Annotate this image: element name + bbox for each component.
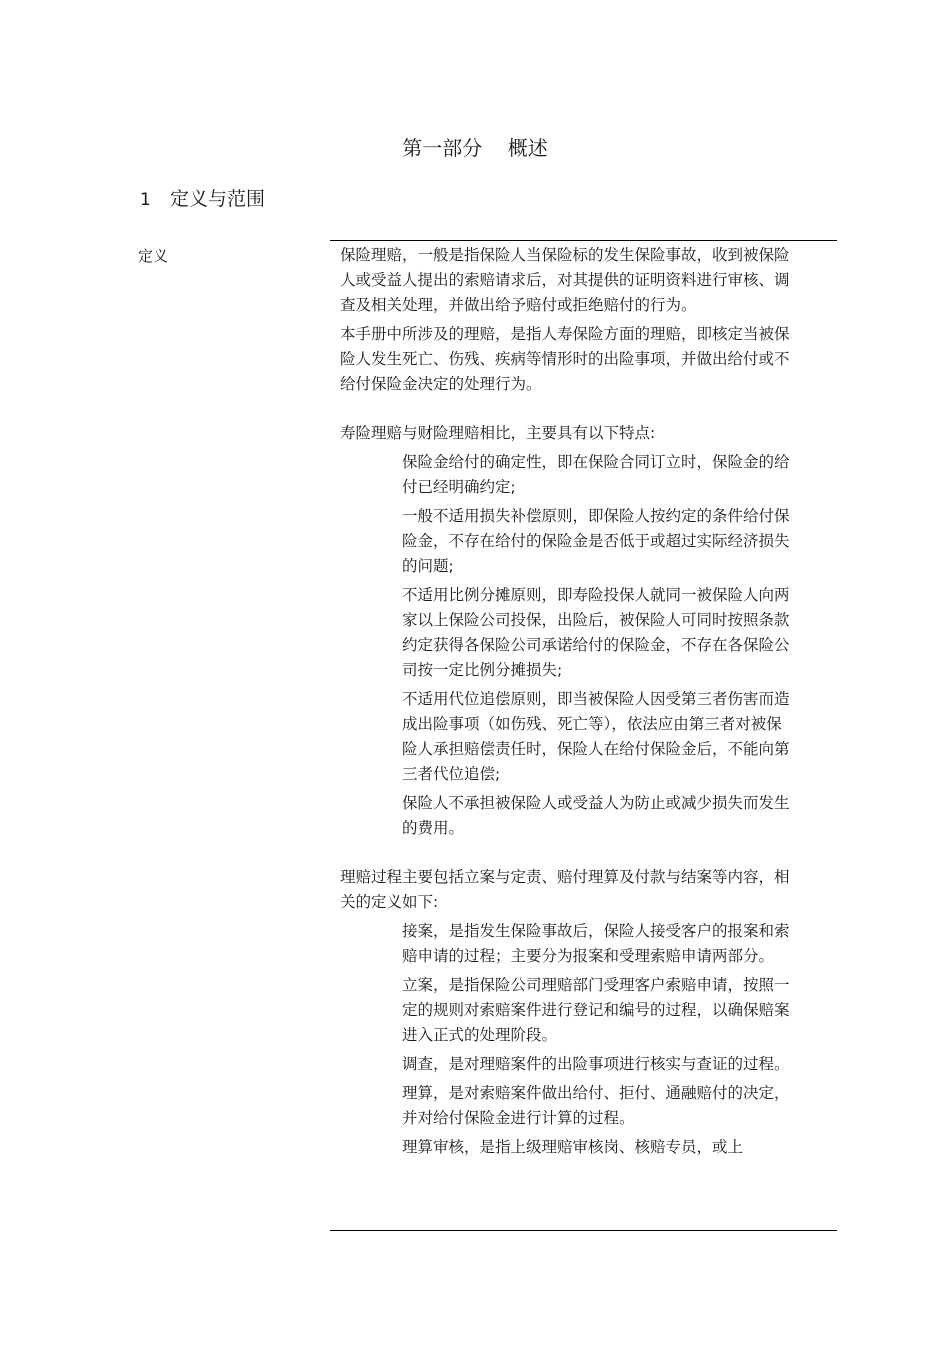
process-item: 理算审核，是指上级理赔审核岗、核赔专员，或上 — [402, 1138, 744, 1156]
process-item: 理算，是对索赔案件做出给付、拒付、通融赔付的决定，并对给付保险金进行计算的过程。 — [402, 1084, 790, 1127]
intro-paragraph: 本手册中所涉及的理赔，是指人寿保险方面的理赔，即核定当被保险人发生死亡、伤残、疾病等情形时的出险事项，并做出给付或不给付保险金决定的处理行为。 — [340, 325, 790, 393]
part-title: 第一部分 概述 — [402, 136, 548, 160]
section-heading — [140, 185, 265, 214]
side-label-definition: 定义 — [138, 247, 169, 265]
intro-paragraph: 保险理赔，一般是指保险人当保险标的发生保险事故，收到被保险人或受益人提出的索赔请求后，对其提供的证明资料进行审核、调查及相关处理，并做出给予赔付或拒绝赔付的行为。 — [340, 246, 790, 314]
feature-item: 不适用代位追偿原则，即当被保险人因受第三者伤害而造成出险事项（如伤残、死亡等），依法应由第三者对被保险人承担赔偿责任时，保险人在给付保险金后，不能向第三者代位追偿; — [402, 690, 790, 783]
feature-item: 不适用比例分摊原则，即寿险投保人就同一被保险人向两家以上保险公司投保，出险后，被保险人可同时按照条款约定获得各保险公司承诺给付的保险金，不存在各保险公司按一定比例分摊损失; — [402, 586, 790, 679]
section-number: 1 — [140, 190, 151, 210]
process-item: 调查，是对理赔案件的出险事项进行核实与查证的过程。 — [402, 1055, 790, 1073]
process-lead: 理赔过程主要包括立案与定责、赔付理算及付款与结案等内容，相关的定义如下: — [340, 868, 790, 911]
feature-item: 保险人不承担被保险人或受益人为防止或减少损失而发生的费用。 — [402, 794, 790, 837]
section-title: 定义与范围 — [170, 188, 266, 210]
feature-item: 保险金给付的确定性，即在保险合同订立时，保险金的给付已经明确约定; — [402, 453, 790, 496]
definition-content — [330, 240, 837, 1231]
process-item: 接案，是指发生保险事故后，保险人接受客户的报案和索赔申请的过程；主要分为报案和受理索赔申请两部分。 — [402, 922, 790, 965]
process-item: 立案，是指保险公司理赔部门受理客户索赔申请，按照一定的规则对索赔案件进行登记和编号的过程，以确保赔案进入正式的处理阶段。 — [402, 976, 790, 1044]
feature-item: 一般不适用损失补偿原则，即保险人按约定的条件给付保险金，不存在给付的保险金是否低于或超过实际经济损失的问题; — [402, 507, 790, 575]
features-lead: 寿险理赔与财险理赔相比，主要具有以下特点: — [340, 424, 656, 442]
